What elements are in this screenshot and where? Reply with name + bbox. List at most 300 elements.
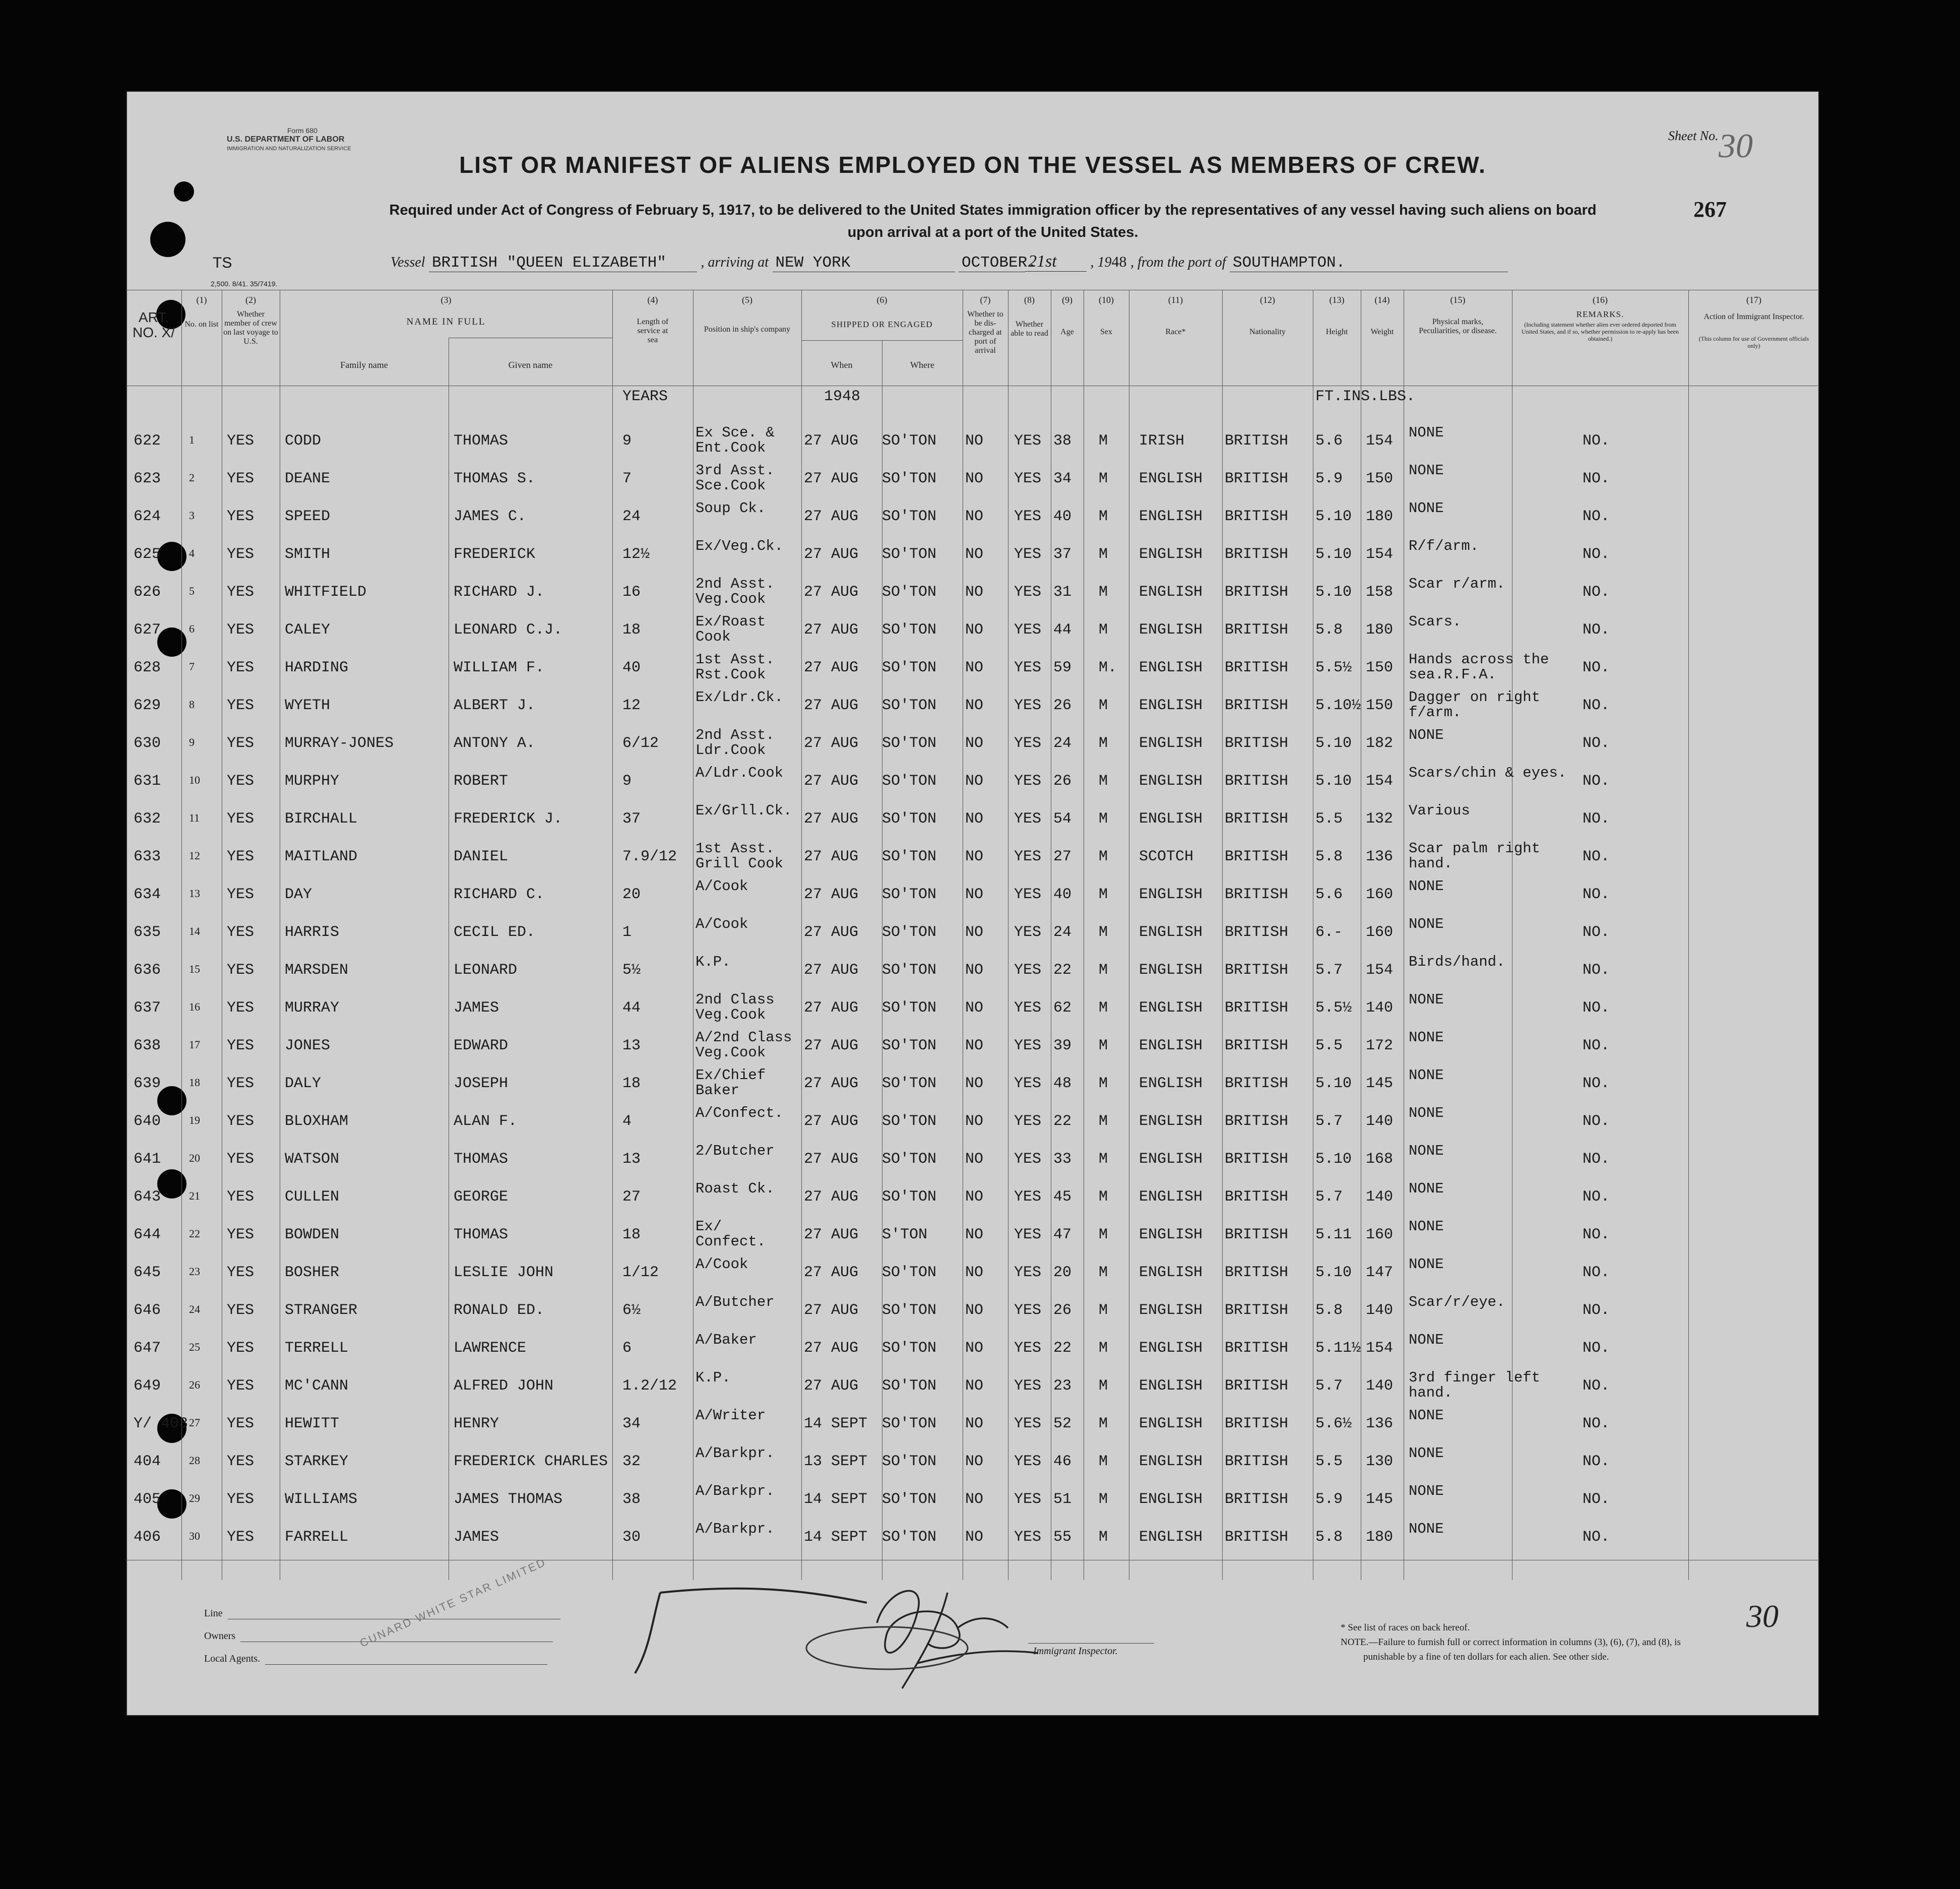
race-cell: ENGLISH: [1139, 546, 1203, 563]
nationality-cell: BRITISH: [1225, 546, 1289, 563]
rule: [801, 340, 963, 341]
position-cell: A/Butcher: [696, 1294, 775, 1310]
remarks-cell: NO.: [1583, 1302, 1610, 1319]
nationality-cell: BRITISH: [1225, 773, 1289, 790]
column-header-race: Race*: [1165, 328, 1186, 336]
shipped-when-cell: 27 AUG: [804, 1188, 859, 1206]
age-cell: 47: [1053, 1226, 1072, 1243]
height-cell: 5.5½: [1315, 659, 1352, 676]
given-name-cell: LAWRENCE: [454, 1340, 527, 1357]
height-cell: 5.6: [1315, 886, 1343, 903]
art-number-cell: 643: [134, 1188, 161, 1206]
note-races: * See list of races on back hereof.: [1341, 1622, 1470, 1633]
shipped-where-cell: SO'TON: [882, 886, 937, 903]
able-to-read-cell: YES: [1014, 546, 1042, 563]
weight-cell: 180: [1366, 621, 1394, 639]
given-name-cell: RICHARD J.: [454, 584, 545, 601]
age-cell: 24: [1053, 924, 1072, 941]
arrival-month: OCTOBER.: [959, 254, 1025, 272]
nationality-cell: BRITISH: [1225, 1188, 1289, 1206]
weight-cell: 154: [1366, 546, 1394, 563]
family-name-cell: STRANGER: [285, 1302, 358, 1319]
length-of-service-cell: 18: [622, 1075, 641, 1092]
sex-cell: M: [1099, 1151, 1108, 1168]
sex-cell: M: [1099, 810, 1108, 828]
last-voyage-cell: YES: [227, 735, 255, 752]
position-cell: A/Writer: [696, 1407, 766, 1424]
discharged-cell: NO: [965, 1037, 984, 1054]
height-cell: 5.10: [1315, 584, 1352, 601]
family-name-cell: BLOXHAM: [285, 1113, 349, 1130]
sex-cell: M: [1099, 1453, 1108, 1470]
remarks-cell: NO.: [1583, 999, 1610, 1017]
column-header-age: Age: [1060, 328, 1074, 336]
given-name-cell: THOMAS: [454, 1226, 509, 1243]
race-cell: ENGLISH: [1139, 962, 1203, 979]
race-cell: ENGLISH: [1139, 1340, 1203, 1357]
sex-cell: M: [1099, 1037, 1108, 1054]
position-cell: 2nd Class Veg.Cook: [696, 991, 775, 1023]
column-number: (15): [1450, 295, 1466, 305]
race-cell: ENGLISH: [1139, 1113, 1203, 1130]
table-row: [126, 461, 1819, 499]
sex-cell: M: [1099, 470, 1108, 487]
table-row: [126, 1142, 1819, 1179]
age-cell: 52: [1053, 1415, 1072, 1432]
weight-cell: 136: [1366, 848, 1394, 865]
shipped-when-cell: 27 AUG: [804, 697, 859, 714]
service-unit: YEARS: [622, 388, 668, 405]
port-of-arrival: NEW YORK: [773, 254, 955, 272]
family-name-cell: WILLIAMS: [285, 1491, 358, 1508]
shipped-where-cell: SO'TON: [882, 432, 937, 450]
physical-marks-cell: R/f/arm.: [1409, 538, 1479, 554]
discharged-cell: NO: [965, 810, 984, 828]
race-cell: ENGLISH: [1139, 810, 1203, 828]
remarks-cell: NO.: [1583, 659, 1610, 676]
remarks-cell: NO.: [1583, 697, 1610, 714]
table-row: [126, 1066, 1819, 1104]
given-name-cell: EDWARD: [454, 1037, 509, 1054]
given-name-cell: ALFRED JOHN: [454, 1377, 554, 1395]
manifest-subtitle: [378, 199, 1608, 243]
last-voyage-cell: YES: [227, 546, 255, 563]
physical-marks-cell: NONE: [1409, 1180, 1444, 1197]
remarks-cell: NO.: [1583, 1226, 1610, 1243]
height-cell: 5.8: [1315, 1302, 1343, 1319]
weight-cell: 180: [1366, 508, 1394, 525]
shipped-when-cell: 27 AUG: [804, 848, 859, 865]
art-number-cell: 623: [134, 470, 161, 487]
given-name-cell: JOSEPH: [454, 1075, 509, 1092]
shipped-where-cell: SO'TON: [882, 584, 937, 601]
discharged-cell: NO: [965, 735, 984, 752]
column-number: (13): [1329, 295, 1345, 305]
last-voyage-cell: YES: [227, 848, 255, 865]
table-row: [126, 575, 1819, 612]
able-to-read-cell: YES: [1014, 584, 1042, 601]
sex-cell: M: [1099, 962, 1108, 979]
age-cell: 24: [1053, 735, 1072, 752]
weight-cell: 182: [1366, 735, 1394, 752]
length-of-service-cell: 4: [622, 1113, 632, 1130]
shipped-where-cell: SO'TON: [882, 470, 937, 487]
able-to-read-cell: YES: [1014, 962, 1042, 979]
discharged-cell: NO: [965, 1529, 984, 1546]
table-row: [126, 1520, 1819, 1557]
table-row: [126, 1293, 1819, 1331]
remarks-cell: NO.: [1583, 584, 1610, 601]
table-row: [126, 801, 1819, 839]
sex-cell: M: [1099, 584, 1108, 601]
sex-cell: M: [1099, 1264, 1108, 1281]
list-number-cell: 20: [189, 1152, 200, 1164]
weight-cell: 136: [1366, 1415, 1394, 1432]
column-number: (12): [1260, 295, 1275, 305]
last-voyage-cell: YES: [227, 773, 255, 790]
last-voyage-cell: YES: [227, 924, 255, 941]
sex-cell: M: [1099, 886, 1108, 903]
sheet-number-handwritten-footer: 30: [1746, 1598, 1779, 1634]
sex-cell: M: [1099, 848, 1108, 865]
position-cell: Ex Sce. & Ent.Cook: [696, 424, 775, 456]
remarks-cell: NO.: [1583, 886, 1610, 903]
column-header-list-no: No. on list: [184, 320, 219, 329]
family-name-cell: DAY: [285, 886, 312, 903]
shipped-when-cell: 27 AUG: [804, 810, 859, 828]
length-of-service-cell: 30: [622, 1529, 641, 1546]
sex-cell: M: [1099, 924, 1108, 941]
height-cell: 5.8: [1315, 621, 1343, 639]
column-header-name: NAME IN FULL: [406, 317, 486, 327]
port-of-departure: SOUTHAMPTON.: [1230, 254, 1508, 272]
able-to-read-cell: YES: [1014, 470, 1042, 487]
discharged-cell: NO: [965, 1113, 984, 1130]
given-name-cell: JAMES THOMAS: [454, 1491, 563, 1508]
nationality-cell: BRITISH: [1225, 886, 1289, 903]
weight-cell: 140: [1366, 1302, 1394, 1319]
column-number: (9): [1062, 295, 1072, 305]
art-number-cell: 631: [134, 773, 161, 790]
position-cell: 2nd Asst. Ldr.Cook: [696, 727, 775, 759]
length-of-service-cell: 1: [622, 924, 632, 941]
height-cell: 5.9: [1315, 470, 1343, 487]
shipped-when-cell: 27 AUG: [804, 659, 859, 676]
nationality-cell: BRITISH: [1225, 584, 1289, 601]
art-number-cell: 625: [134, 546, 161, 563]
family-name-cell: MURRAY-JONES: [285, 735, 394, 752]
form-reference: [227, 126, 351, 153]
list-number-cell: 4: [189, 547, 195, 559]
remarks-cell: NO.: [1583, 1188, 1610, 1206]
given-name-cell: FREDERICK: [454, 546, 536, 563]
physical-marks-cell: NONE: [1409, 1332, 1444, 1348]
list-number-cell: 6: [189, 622, 195, 635]
race-cell: ENGLISH: [1139, 773, 1203, 790]
weight-cell: 130: [1366, 1453, 1394, 1470]
last-voyage-cell: YES: [227, 999, 255, 1017]
table-row: [126, 915, 1819, 953]
position-cell: A/Ldr.Cook: [696, 765, 784, 781]
sex-cell: M: [1099, 697, 1108, 714]
sex-cell: M: [1099, 735, 1108, 752]
given-name-cell: JAMES C.: [454, 508, 527, 525]
height-cell: 5.11: [1315, 1226, 1352, 1243]
art-number-cell: 629: [134, 697, 161, 714]
physical-marks-cell: NONE: [1409, 1105, 1444, 1121]
remarks-cell: NO.: [1583, 735, 1610, 752]
given-name-cell: ROBERT: [454, 773, 509, 790]
age-cell: 34: [1053, 470, 1072, 487]
race-cell: ENGLISH: [1139, 1075, 1203, 1092]
shipped-when-cell: 13 SEPT: [804, 1453, 868, 1470]
position-cell: 1st Asst. Grill Cook: [696, 840, 784, 872]
shipped-when-cell: 27 AUG: [804, 1037, 859, 1054]
sheet-number-label: Sheet No.: [1668, 129, 1719, 143]
physical-marks-cell: Scars.: [1409, 613, 1462, 630]
remarks-cell: NO.: [1583, 621, 1610, 639]
race-cell: ENGLISH: [1139, 659, 1203, 676]
able-to-read-cell: YES: [1014, 1226, 1042, 1243]
nationality-cell: BRITISH: [1225, 1377, 1289, 1395]
table-row: [126, 1331, 1819, 1368]
given-name-cell: LESLIE JOHN: [454, 1264, 554, 1281]
family-name-cell: STARKEY: [285, 1453, 349, 1470]
column-header-shipped: SHIPPED OR ENGAGED: [831, 320, 933, 329]
shipped-when-cell: 14 SEPT: [804, 1491, 868, 1508]
shipped-where-cell: SO'TON: [882, 999, 937, 1017]
sex-cell: M: [1099, 1113, 1108, 1130]
shipped-where-cell: SO'TON: [882, 1264, 937, 1281]
family-name-cell: DALY: [285, 1075, 322, 1092]
physical-marks-cell: NONE: [1409, 1029, 1444, 1046]
list-number-cell: 29: [189, 1492, 200, 1504]
length-of-service-cell: 7.9/12: [622, 848, 677, 865]
agents-blank: [265, 1654, 547, 1665]
discharged-cell: NO: [965, 621, 984, 639]
physical-marks-cell: NONE: [1409, 500, 1444, 517]
family-name-cell: BIRCHALL: [285, 810, 358, 828]
list-number-cell: 24: [189, 1303, 200, 1315]
physical-marks-cell: 3rd finger left hand.: [1409, 1369, 1541, 1401]
position-cell: 1st Asst. Rst.Cook: [696, 651, 775, 683]
length-of-service-cell: 12½: [622, 546, 650, 563]
height-cell: 5.10: [1315, 1264, 1352, 1281]
able-to-read-cell: YES: [1014, 735, 1042, 752]
position-cell: 3rd Asst. Sce.Cook: [696, 462, 775, 494]
last-voyage-cell: YES: [227, 1302, 255, 1319]
race-cell: ENGLISH: [1139, 1037, 1203, 1054]
last-voyage-cell: YES: [227, 1453, 255, 1470]
nationality-cell: BRITISH: [1225, 470, 1289, 487]
age-cell: 31: [1053, 584, 1072, 601]
age-cell: 26: [1053, 1302, 1072, 1319]
footer: [126, 1555, 1819, 1716]
weight-cell: 140: [1366, 1113, 1394, 1130]
shipped-where-cell: SO'TON: [882, 810, 937, 828]
shipped-when-cell: 27 AUG: [804, 924, 859, 941]
given-name-cell: ANTONY A.: [454, 735, 536, 752]
length-of-service-cell: 7: [622, 470, 632, 487]
shipped-where-cell: SO'TON: [882, 1151, 937, 1168]
last-voyage-cell: YES: [227, 432, 255, 450]
discharged-cell: NO: [965, 584, 984, 601]
height-cell: 5.7: [1315, 962, 1343, 979]
table-row: [126, 1028, 1819, 1066]
physical-marks-cell: NONE: [1409, 1067, 1444, 1084]
physical-marks-cell: NONE: [1409, 916, 1444, 932]
age-cell: 45: [1053, 1188, 1072, 1206]
column-header-where: Where: [910, 360, 934, 370]
nationality-cell: BRITISH: [1225, 962, 1289, 979]
year-prefix: , 19: [1090, 255, 1112, 270]
art-number-header: ART. NO. X/: [132, 309, 175, 340]
weight-cell: 154: [1366, 432, 1394, 450]
age-cell: 22: [1053, 1113, 1072, 1130]
punch-hole: [150, 222, 185, 257]
table-row: [126, 839, 1819, 877]
length-of-service-cell: 38: [622, 1491, 641, 1508]
nationality-cell: BRITISH: [1225, 999, 1289, 1017]
height-cell: 5.8: [1315, 848, 1343, 865]
sheet-number-handwritten: 30: [1719, 127, 1753, 165]
discharged-cell: NO: [965, 1188, 984, 1206]
age-cell: 39: [1053, 1037, 1072, 1054]
weight-cell: 160: [1366, 924, 1394, 941]
position-cell: A/Confect.: [696, 1105, 784, 1121]
nationality-cell: BRITISH: [1225, 1491, 1289, 1508]
column-header-remarks-note: (Including statement whether alien ever ordered deported from United States, and if so, whether permission to re-apply has been obtained.): [1522, 321, 1679, 342]
given-name-cell: THOMAS S.: [454, 470, 536, 487]
family-name-cell: CALEY: [285, 621, 331, 639]
remarks-cell: NO.: [1583, 1075, 1610, 1092]
age-cell: 22: [1053, 1340, 1072, 1357]
physical-marks-cell: NONE: [1409, 991, 1444, 1008]
shipped-where-cell: SO'TON: [882, 1188, 937, 1206]
sex-cell: M: [1099, 1415, 1108, 1432]
height-cell: 5.5: [1315, 810, 1343, 828]
length-of-service-cell: 9: [622, 773, 632, 790]
column-header-discharged: Whether to be dis-charged at port of arrival: [967, 310, 1003, 355]
length-of-service-cell: 6: [622, 1340, 632, 1357]
service-name: IMMIGRATION AND NATURALIZATION SERVICE: [227, 146, 351, 152]
table-row: [126, 1217, 1819, 1255]
art-number-cell: 645: [134, 1264, 161, 1281]
age-cell: 54: [1053, 810, 1072, 828]
able-to-read-cell: YES: [1014, 1075, 1042, 1092]
art-number-cell: 622: [134, 432, 161, 450]
given-name-cell: THOMAS: [454, 432, 509, 450]
column-number: (3): [440, 295, 452, 305]
sex-cell: M.: [1099, 659, 1117, 676]
position-cell: Roast Ck.: [696, 1180, 775, 1197]
list-number-cell: 13: [189, 887, 200, 900]
art-number-cell: 640: [134, 1113, 161, 1130]
length-of-service-cell: 1.2/12: [622, 1377, 677, 1395]
table-row: [126, 1255, 1819, 1293]
height-cell: 5.6: [1315, 432, 1343, 450]
race-cell: IRISH: [1139, 432, 1185, 450]
department-name: U.S. DEPARTMENT OF LABOR: [227, 135, 345, 144]
column-header-when: When: [831, 360, 853, 370]
age-cell: 26: [1053, 773, 1072, 790]
race-cell: ENGLISH: [1139, 1529, 1203, 1546]
race-cell: ENGLISH: [1139, 1453, 1203, 1470]
age-cell: 37: [1053, 546, 1072, 563]
column-header-read: Whether able to read: [1010, 320, 1048, 338]
discharged-cell: NO: [965, 1453, 984, 1470]
height-weight-units: FT.INS.LBS.: [1315, 388, 1416, 405]
nationality-cell: BRITISH: [1225, 432, 1289, 450]
age-cell: 59: [1053, 659, 1072, 676]
discharged-cell: NO: [965, 470, 984, 487]
line-label: Line: [204, 1608, 223, 1619]
height-cell: 5.10: [1315, 508, 1352, 525]
weight-cell: 140: [1366, 1188, 1394, 1206]
physical-marks-cell: NONE: [1409, 1483, 1444, 1499]
family-name-cell: MURPHY: [285, 773, 340, 790]
length-of-service-cell: 40: [622, 659, 641, 676]
column-header-action: Action of Immigrant Inspector.: [1703, 312, 1804, 321]
list-number-cell: 23: [189, 1265, 200, 1278]
column-number: (17): [1746, 295, 1761, 305]
shipped-when-cell: 27 AUG: [804, 546, 859, 563]
table-row: [126, 423, 1819, 461]
length-of-service-cell: 44: [622, 999, 641, 1017]
line-blank: [228, 1609, 560, 1619]
art-number-cell: 644: [134, 1226, 161, 1243]
shipped-when-cell: 27 AUG: [804, 886, 859, 903]
height-cell: 5.9: [1315, 1491, 1343, 1508]
agents-field: [204, 1653, 547, 1665]
length-of-service-cell: 13: [622, 1037, 641, 1054]
vessel-name: BRITISH "QUEEN ELIZABETH": [429, 254, 697, 272]
race-cell: ENGLISH: [1139, 508, 1203, 525]
year-shipped: 1948: [824, 388, 861, 405]
height-cell: 5.10: [1315, 1151, 1352, 1168]
race-cell: SCOTCH: [1139, 848, 1194, 865]
weight-cell: 160: [1366, 1226, 1394, 1243]
art-number-cell: 630: [134, 735, 161, 752]
remarks-cell: NO.: [1583, 1151, 1610, 1168]
last-voyage-cell: YES: [227, 1491, 255, 1508]
column-number: (7): [980, 295, 991, 305]
able-to-read-cell: YES: [1014, 1529, 1042, 1546]
weight-cell: 150: [1366, 697, 1394, 714]
subtitle-line-1: Required under Act of Congress of February 5, 1917, to be delivered to the United States immigration officer by the representatives of any vessel having such aliens on board: [389, 202, 1597, 218]
shipped-where-cell: SO'TON: [882, 1075, 937, 1092]
given-name-cell: JAMES: [454, 1529, 499, 1546]
able-to-read-cell: YES: [1014, 1340, 1042, 1357]
family-name-cell: HARDING: [285, 659, 349, 676]
given-name-cell: FREDERICK J.: [454, 810, 563, 828]
column-header-remarks: REMARKS.: [1576, 309, 1624, 319]
age-cell: 48: [1053, 1075, 1072, 1092]
position-cell: A/Barkpr.: [696, 1521, 775, 1537]
race-cell: ENGLISH: [1139, 1188, 1203, 1206]
shipped-where-cell: SO'TON: [882, 848, 937, 865]
nationality-cell: BRITISH: [1225, 697, 1289, 714]
shipped-when-cell: 27 AUG: [804, 1151, 859, 1168]
column-number: (1): [196, 295, 207, 305]
family-name-cell: CODD: [285, 432, 322, 450]
able-to-read-cell: YES: [1014, 659, 1042, 676]
physical-marks-cell: NONE: [1409, 1407, 1444, 1424]
table-row: [126, 953, 1819, 990]
column-header-nationality: Nationality: [1249, 328, 1286, 336]
physical-marks-cell: Various: [1409, 802, 1470, 819]
able-to-read-cell: YES: [1014, 508, 1042, 525]
